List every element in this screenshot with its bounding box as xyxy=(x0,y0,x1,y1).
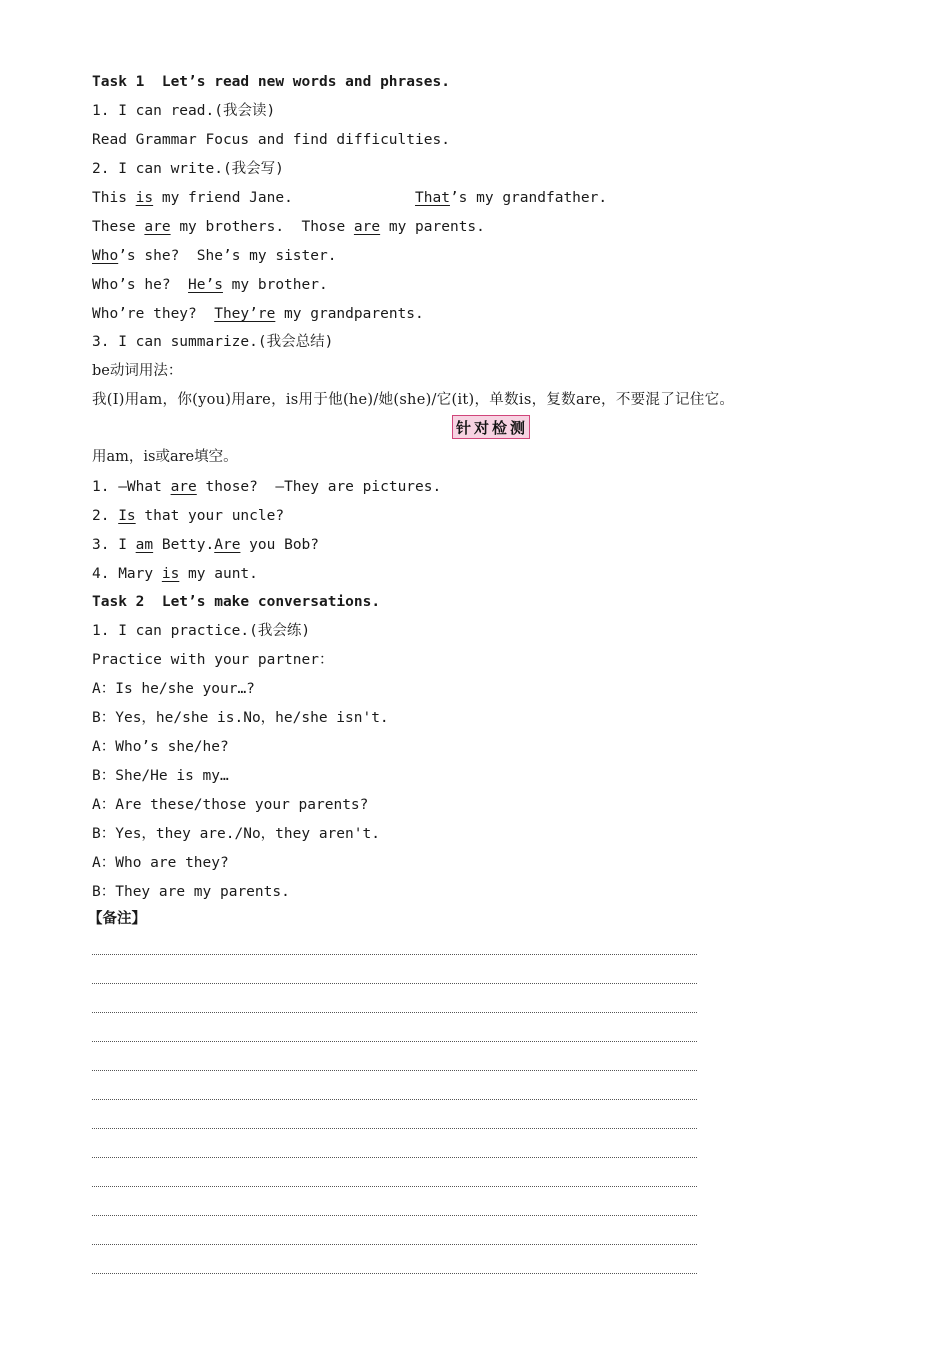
answer-blank: Who xyxy=(92,248,119,264)
note-rule xyxy=(92,1070,697,1071)
text: ’s she? She’s my sister. xyxy=(118,248,337,264)
dialogue-line: A：Who’s she/he? xyxy=(92,739,229,755)
text: my aunt. xyxy=(179,566,258,582)
note-rule xyxy=(92,1012,697,1013)
text: 1. —What xyxy=(92,479,171,495)
text: my parents. xyxy=(380,219,485,235)
note-rule xyxy=(92,1273,697,1274)
answer-blank: Is xyxy=(118,508,136,524)
text: my grandparents. xyxy=(275,306,424,322)
spacer xyxy=(293,190,415,206)
write-sentence-2 xyxy=(92,217,485,237)
note-rule xyxy=(92,954,697,955)
read-instruction: Read Grammar Focus and find difficulties. xyxy=(92,132,450,148)
text: ’s my grandfather. xyxy=(449,190,608,206)
exercise-item-4 xyxy=(92,564,258,584)
badge-char: 针 xyxy=(456,418,473,437)
note-rule xyxy=(92,1186,697,1187)
note-rule xyxy=(92,1041,697,1042)
note-rule xyxy=(92,1244,697,1245)
dialogue-line: A：Who are they? xyxy=(92,855,229,871)
answer-blank: am xyxy=(135,537,154,553)
text: This xyxy=(92,190,136,206)
section-badge xyxy=(452,415,530,439)
note-rule xyxy=(92,1128,697,1129)
write-sentence-3 xyxy=(92,246,336,266)
task2-title: Task 2 Let’s make conversations. xyxy=(92,594,381,610)
answer-blank: is xyxy=(161,566,180,582)
badge-char: 测 xyxy=(510,418,527,437)
answer-blank: are xyxy=(144,219,171,235)
text: 3. I xyxy=(92,537,136,553)
write-sentence-5 xyxy=(92,304,424,324)
dialogue-line: B：Yes，he/she is.No，he/she isn't. xyxy=(92,710,389,726)
exercise-item-2 xyxy=(92,506,284,526)
write-sentence-4 xyxy=(92,275,328,295)
text: Who’s he? xyxy=(92,277,189,293)
badge-char: 对 xyxy=(474,418,491,437)
task1-title: Task 1 Let’s read new words and phrases. xyxy=(92,74,450,90)
summarize-label: be动词用法： xyxy=(92,363,183,379)
exercise-instruction: 用am，is或are填空。 xyxy=(92,449,238,465)
text: Who’re they? xyxy=(92,306,215,322)
dialogue-line: B：She/He is my… xyxy=(92,768,229,784)
text: 4. Mary xyxy=(92,566,162,582)
exercise-item-1 xyxy=(92,477,441,497)
dialogue-line: B：Yes，they are./No，they aren't. xyxy=(92,826,380,842)
answer-blank: They’re xyxy=(214,306,276,322)
dialogue-line: A：Is he/she your…? xyxy=(92,681,255,697)
dialogue-line: A：Are these/those your parents? xyxy=(92,797,369,813)
exercise-item-3 xyxy=(92,535,319,555)
read-heading: 1. I can read.(我会读) xyxy=(92,103,276,119)
text: you Bob? xyxy=(240,537,320,553)
badge-char: 检 xyxy=(492,418,509,437)
dialogue-line: B：They are my parents. xyxy=(92,884,290,900)
text: Betty. xyxy=(153,537,215,553)
summarize-rule: 我(I)用am，你(you)用are，is用于他(he)/她(she)/它(it)，单数is，复数are，不要混了记住它。 xyxy=(92,392,735,408)
text: These xyxy=(92,219,145,235)
note-rule xyxy=(92,1099,697,1100)
note-rule xyxy=(92,1215,697,1216)
practice-heading: 1. I can practice.(我会练) xyxy=(92,623,311,639)
text: my brothers. Those xyxy=(170,219,354,235)
answer-blank: are xyxy=(170,479,197,495)
text: that your uncle? xyxy=(135,508,285,524)
write-heading: 2. I can write.(我会写) xyxy=(92,161,284,177)
text: 2. xyxy=(92,508,119,524)
practice-instruction: Practice with your partner： xyxy=(92,652,334,668)
write-sentence-1 xyxy=(92,188,607,208)
text: those? —They are pictures. xyxy=(196,479,442,495)
notes-label: 【备注】 xyxy=(88,910,146,927)
answer-blank: That xyxy=(415,190,450,206)
answer-blank: He’s xyxy=(188,277,223,293)
summarize-heading: 3. I can summarize.(我会总结) xyxy=(92,334,334,350)
text: my brother. xyxy=(222,277,328,293)
answer-blank: are xyxy=(353,219,381,235)
text: my friend Jane. xyxy=(153,190,293,206)
note-rule xyxy=(92,1157,697,1158)
answer-blank: Are xyxy=(214,537,241,553)
answer-blank: is xyxy=(135,190,154,206)
note-rule xyxy=(92,983,697,984)
